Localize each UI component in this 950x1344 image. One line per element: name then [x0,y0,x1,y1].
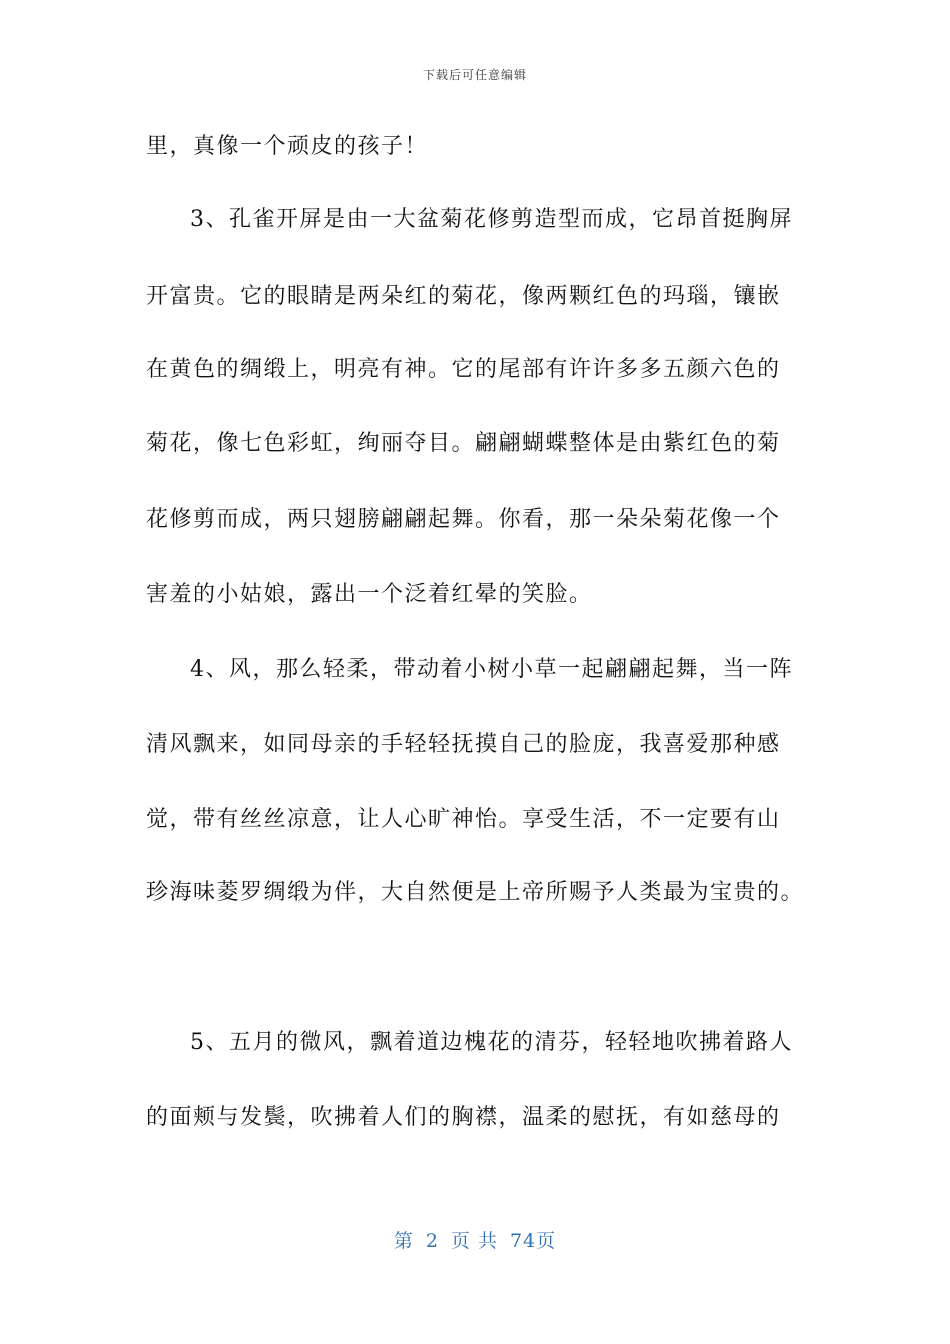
text-line-12: 5、五月的微风，飘着道边槐花的清芬，轻轻地吹拂着路人 [190,1030,793,1055]
text-line-3: 开富贵。它的眼睛是两朵红的菊花，像两颗红色的玛瑙，镶嵌 [146,284,781,309]
page-footer [0,1226,950,1253]
text-line-4: 在黄色的绸缎上，明亮有神。它的尾部有许许多多五颜六色的 [146,357,781,382]
text-line-2: 3、孔雀开屏是由一大盆菊花修剪造型而成，它昂首挺胸屏 [190,207,793,232]
text-line-1: 里，真像一个顽皮的孩子！ [146,134,429,159]
footer-total-pages: 74 [509,1230,537,1252]
text-line-10: 觉，带有丝丝凉意，让人心旷神怡。享受生活，不一定要有山 [146,807,781,832]
text-line-6: 花修剪而成，两只翅膀翩翩起舞。你看，那一朵朵菊花像一个 [146,507,781,532]
text-line-7: 害羞的小姑娘，露出一个泛着红晕的笑脸。 [146,582,593,607]
text-line-5: 菊花，像七色彩虹，绚丽夺目。翩翩蝴蝶整体是由紫红色的菊 [146,431,781,456]
footer-suffix: 页 [536,1230,557,1252]
text-line-13: 的面颊与发鬓，吹拂着人们的胸襟，温柔的慰抚，有如慈母的 [146,1105,781,1130]
page-header: 下载后可任意编辑 [422,68,527,82]
footer-prefix: 第 [393,1230,414,1252]
text-line-8: 4、风，那么轻柔，带动着小树小草一起翩翩起舞，当一阵 [190,657,793,682]
text-line-9: 清风飘来，如同母亲的手轻轻抚摸自己的脸庞，我喜爱那种感 [146,732,781,757]
text-line-11: 珍海味菱罗绸缎为伴，大自然便是上帝所赐予人类最为宝贵的。 [146,880,805,905]
footer-middle: 页 共 [450,1230,498,1252]
footer-page-number: 2 [425,1230,439,1252]
